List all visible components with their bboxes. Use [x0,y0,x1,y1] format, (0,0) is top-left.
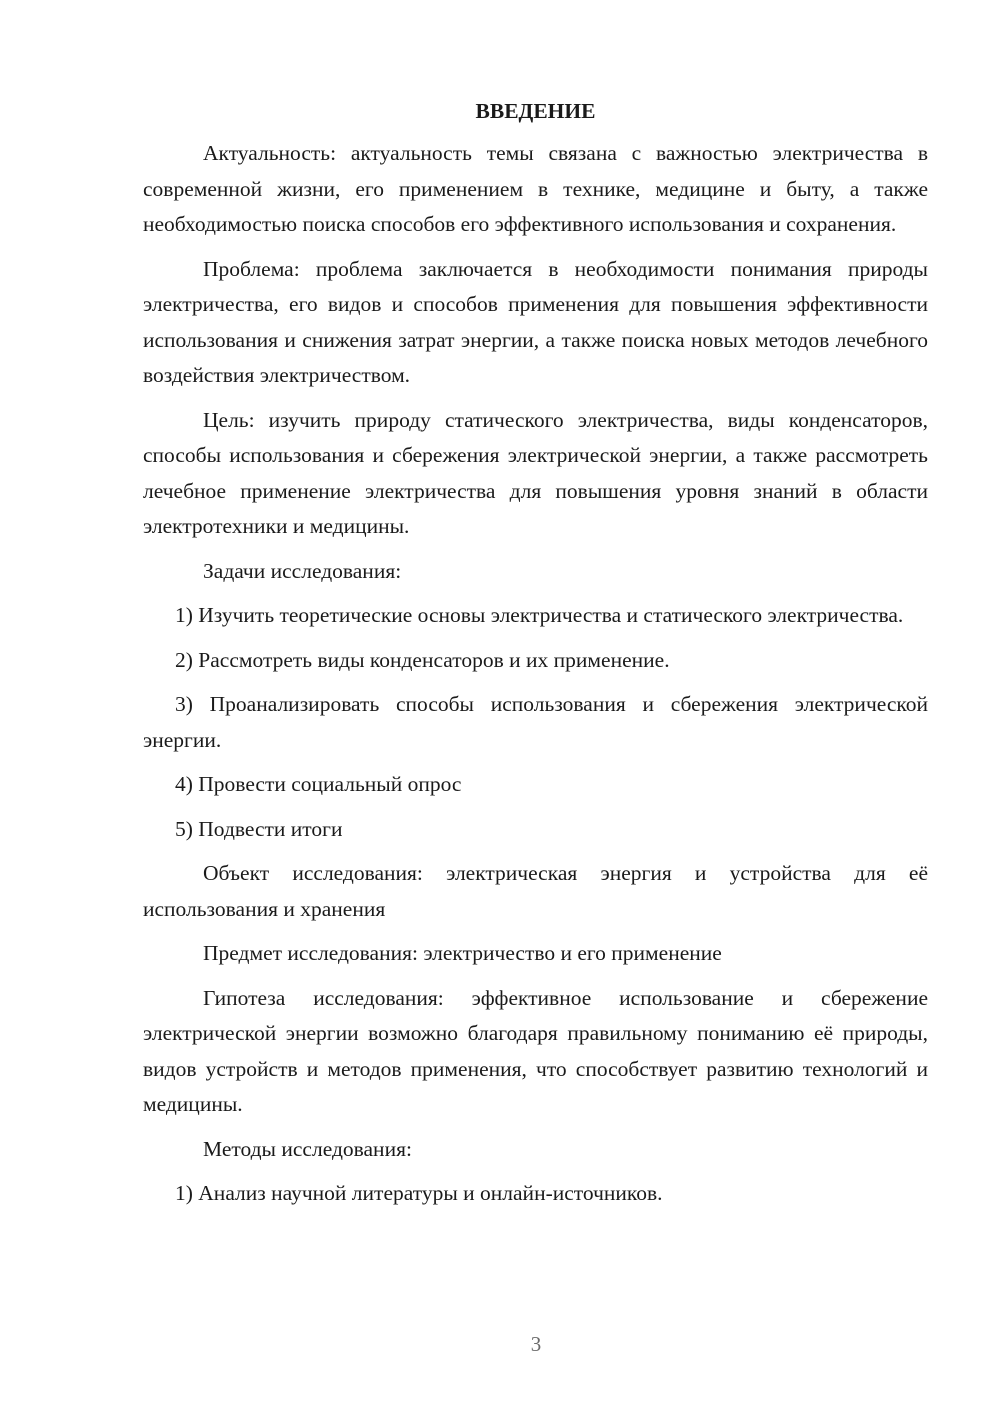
task-item-4: 4) Провести социальный опрос [175,772,462,796]
paragraph-problem: Проблема: проблема заключается в необходимости понимания природы электричества, его видов и способов применения для повышения эффективности использования и снижения затрат энергии, а также поиска новых методов лечебного воздействия электричеством. [143,256,928,387]
section-title: ВВЕДЕНИЕ [475,99,596,123]
task-item-5: 5) Подвести итоги [175,816,343,841]
method-item-1: 1) Анализ научной литературы и онлайн-источников. [175,1181,663,1205]
paragraph-tasks-heading: Задачи исследования: [203,558,402,583]
page-content [143,96,928,1221]
paragraph-object: Объект исследования: электрическая энергия и устройства для её использования и хранения [143,861,928,921]
task-item-2: 2) Рассмотреть виды конденсаторов и их применение. [175,647,670,672]
task-item-1: 1) Изучить теоретические основы электричества и статического электричества. [175,603,904,627]
paragraph-relevance: Актуальность: актуальность темы связана с важностью электричества в современной жизни, его применением в технике, медицине и быту, а также необходимостью поиска способов его эффективного использования и сохранения. [143,141,928,236]
paragraph-goal: Цель: изучить природу статического электричества, виды конденсаторов, способы использования и сбережения электрической энергии, а также рассмотреть лечебное применение электричества для повышения уровня знаний в области электротехники и медицины. [143,407,928,538]
paragraph-methods-heading: Методы исследования: [203,1136,412,1161]
paragraph-subject: Предмет исследования: электричество и его применение [203,941,722,965]
paragraph-hypothesis: Гипотеза исследования: эффективное использование и сбережение электрической энергии возможно благодаря правильному пониманию её природы, видов устройств и методов применения, что способствует развитию технологий и медицины. [143,985,928,1116]
page-number: 3 [530,1332,542,1356]
task-item-3: 3) Проанализировать способы использования и сбережения электрической энергии. [143,692,928,752]
